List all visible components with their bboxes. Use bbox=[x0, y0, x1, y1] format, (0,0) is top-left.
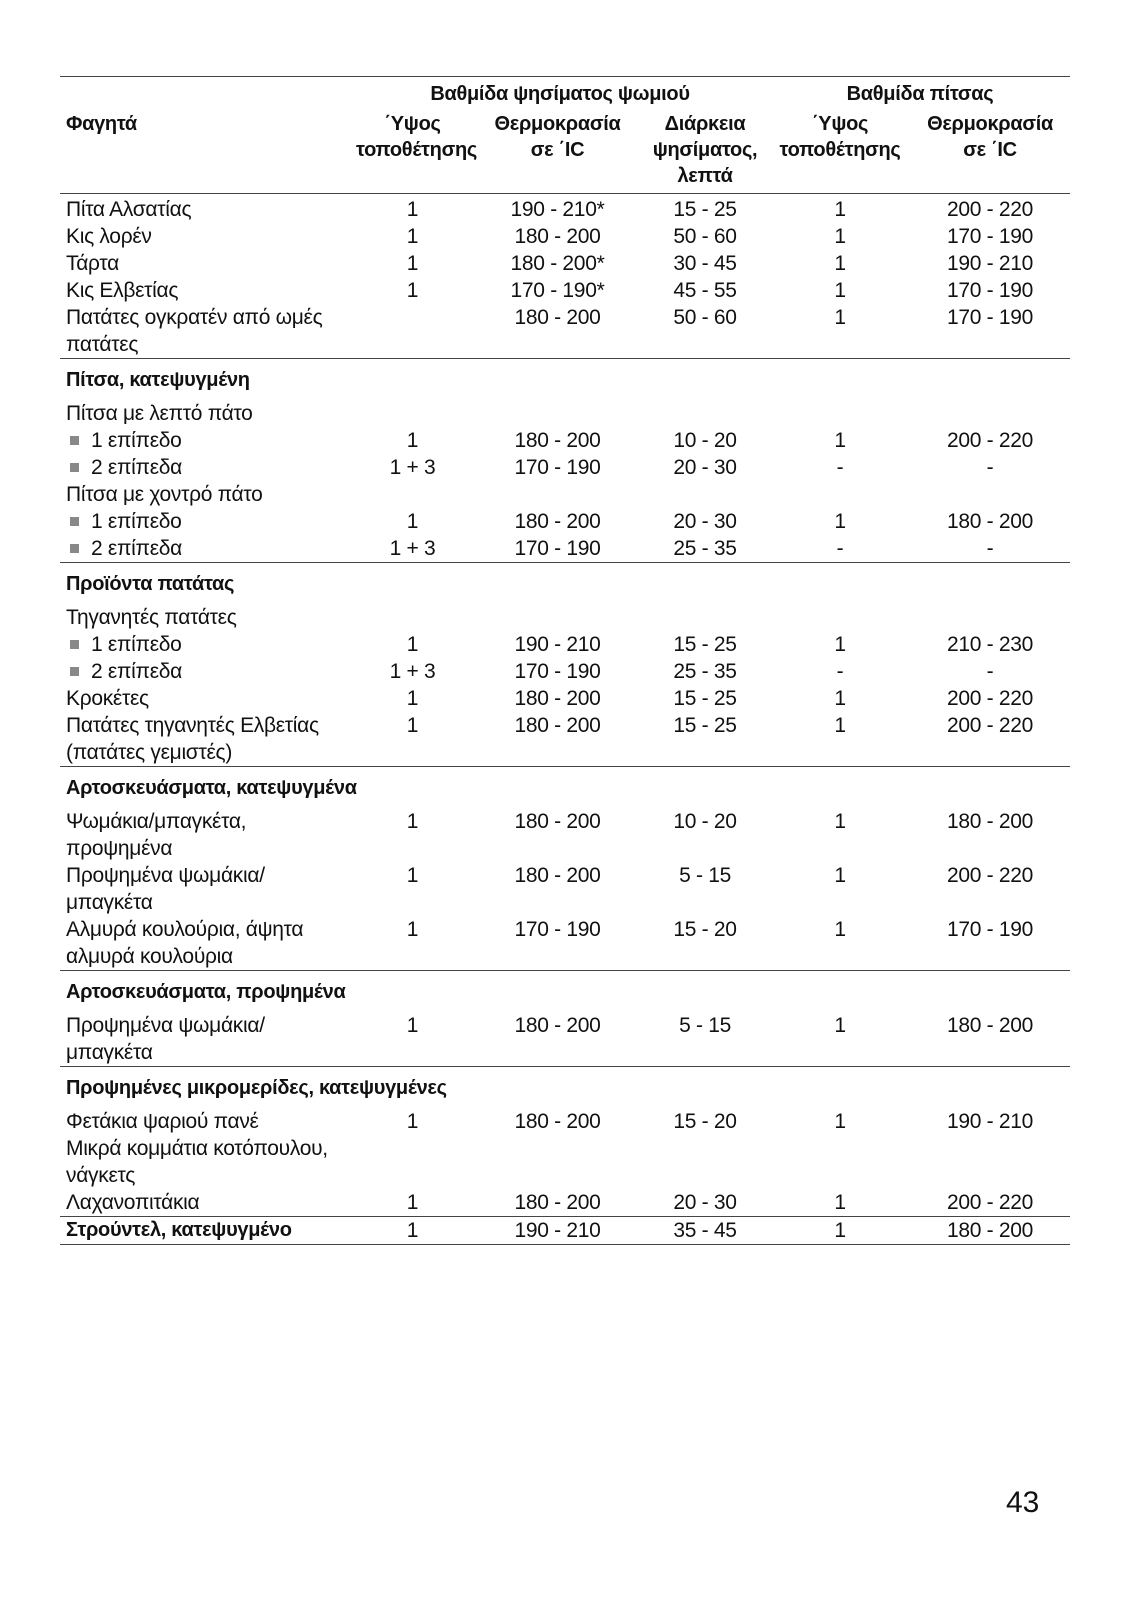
food-label: 2 επίπεδα bbox=[91, 456, 183, 479]
height-1-cell: 1 bbox=[406, 633, 419, 656]
duration-cell: 25 - 35 bbox=[673, 660, 737, 683]
table-row bbox=[60, 223, 1070, 250]
duration-cell: 15 - 25 bbox=[673, 633, 737, 656]
height-1-cell: 1 bbox=[406, 810, 419, 833]
temp-1-cell: 180 - 200 bbox=[514, 864, 601, 887]
food-cell bbox=[60, 1108, 350, 1135]
duration-cell bbox=[640, 604, 770, 631]
temp-1-cell: 180 - 200 bbox=[514, 687, 601, 710]
height-2-cell: 1 bbox=[834, 252, 846, 275]
height-2-cell: 1 bbox=[770, 1217, 910, 1245]
section-title: Πίτσα, κατεψυγμένη bbox=[60, 359, 1070, 401]
duration-cell: 15 - 25 bbox=[673, 198, 737, 221]
temp-1-cell: 180 - 200 bbox=[514, 225, 601, 248]
height-1-cell: 1 bbox=[406, 225, 419, 248]
temp-1-cell: 180 - 200* bbox=[510, 252, 605, 275]
temp-2-cell: 200 - 220 bbox=[947, 429, 1034, 452]
height-2-cell: - bbox=[836, 537, 844, 560]
food-label: Πίτσα με λεπτό πάτο bbox=[66, 402, 253, 425]
table-row bbox=[60, 481, 1070, 508]
height-2-cell: - bbox=[836, 660, 844, 683]
temp-1-cell bbox=[475, 481, 640, 508]
bullet-square-icon bbox=[70, 517, 79, 526]
food-cell bbox=[60, 631, 350, 658]
height-1-cell bbox=[350, 604, 475, 631]
food-label: Κις λορέν bbox=[66, 225, 152, 248]
food-label: Στρούντελ, κατεψυγμένο bbox=[66, 1219, 292, 1241]
food-label: 2 επίπεδα bbox=[91, 660, 183, 683]
table-row bbox=[60, 454, 1070, 481]
temp-2-cell bbox=[910, 604, 1070, 631]
header-columns-row bbox=[60, 111, 1070, 194]
table-row bbox=[60, 712, 1070, 767]
table-row bbox=[60, 304, 1070, 359]
height-1-cell bbox=[350, 1135, 475, 1189]
food-cell bbox=[60, 194, 350, 224]
section-header-row bbox=[60, 767, 1070, 809]
temp-1-cell bbox=[475, 1135, 640, 1189]
temp-2-cell: 170 - 190 bbox=[947, 279, 1034, 302]
temp-2-cell: 200 - 220 bbox=[947, 687, 1034, 710]
height-2-cell: 1 bbox=[834, 225, 846, 248]
table-row bbox=[60, 277, 1070, 304]
duration-cell: 5 - 15 bbox=[679, 1014, 731, 1037]
temp-1-cell: 190 - 210* bbox=[510, 198, 605, 221]
temp-2-cell bbox=[910, 400, 1070, 427]
temp-2-cell: - bbox=[986, 660, 994, 683]
duration-cell: 20 - 30 bbox=[673, 510, 737, 533]
food-cell bbox=[60, 250, 350, 277]
table-row bbox=[60, 1217, 1070, 1245]
height-2-cell bbox=[770, 400, 910, 427]
food-cell bbox=[60, 535, 350, 563]
height-1-cell bbox=[350, 304, 475, 359]
duration-cell: 15 - 20 bbox=[673, 1110, 737, 1133]
food-cell bbox=[60, 454, 350, 481]
food-label: 1 επίπεδο bbox=[91, 429, 182, 452]
food-cell bbox=[60, 862, 350, 916]
height-1-cell: 1 bbox=[350, 1217, 475, 1245]
bullet-square-icon bbox=[70, 667, 79, 676]
duration-cell bbox=[640, 1135, 770, 1189]
food-cell bbox=[60, 685, 350, 712]
duration-cell: 50 - 60 bbox=[673, 225, 737, 248]
temp-1-cell: 180 - 200 bbox=[514, 1191, 601, 1214]
temp-1-cell: 170 - 190* bbox=[510, 279, 605, 302]
height-1-cell bbox=[350, 481, 475, 508]
temp-2-cell: - bbox=[986, 456, 994, 479]
temp-2-cell: 200 - 220 bbox=[947, 714, 1034, 737]
food-cell bbox=[60, 808, 350, 862]
food-cell bbox=[60, 1189, 350, 1217]
height-1-cell: 1 + 3 bbox=[389, 537, 436, 560]
duration-cell: 30 - 45 bbox=[673, 252, 737, 275]
header-group-pizza: Βαθμίδα πίτσας bbox=[770, 77, 1070, 112]
food-label: Κις Ελβετίας bbox=[66, 279, 179, 302]
temp-1-cell bbox=[475, 400, 640, 427]
height-1-cell: 1 bbox=[406, 1191, 419, 1214]
food-label: Ψωμάκια/μπαγκέτα, προψημένα bbox=[66, 810, 247, 860]
food-label: Φετάκια ψαριού πανέ bbox=[66, 1110, 259, 1133]
table-row bbox=[60, 1108, 1070, 1135]
height-1-cell: 1 bbox=[406, 714, 419, 737]
height-2-cell: 1 bbox=[834, 633, 846, 656]
food-label: Κροκέτες bbox=[66, 687, 149, 710]
height-2-cell: - bbox=[836, 456, 844, 479]
duration-cell: 20 - 30 bbox=[673, 1191, 737, 1214]
temp-2-cell: 170 - 190 bbox=[947, 225, 1034, 248]
food-cell bbox=[60, 508, 350, 535]
table-row bbox=[60, 685, 1070, 712]
section-header-row bbox=[60, 971, 1070, 1013]
temp-1-cell: 180 - 200 bbox=[514, 429, 601, 452]
height-2-cell bbox=[770, 1135, 910, 1189]
temp-1-cell bbox=[475, 604, 640, 631]
temp-2-cell: 190 - 210 bbox=[947, 1110, 1034, 1133]
duration-cell: 10 - 20 bbox=[673, 429, 737, 452]
baking-settings-table bbox=[60, 76, 1070, 1245]
temp-1-cell: 180 - 200 bbox=[514, 510, 601, 533]
food-label: 1 επίπεδο bbox=[91, 633, 182, 656]
duration-cell: 15 - 25 bbox=[673, 714, 737, 737]
height-1-cell: 1 bbox=[406, 252, 419, 275]
header-height-1: ΄Υψος τοποθέτησης bbox=[350, 111, 475, 194]
temp-2-cell: 200 - 220 bbox=[947, 198, 1034, 221]
height-1-cell: 1 bbox=[406, 918, 419, 941]
height-1-cell: 1 bbox=[406, 198, 419, 221]
food-label: Λαχανοπιτάκια bbox=[66, 1191, 200, 1214]
food-label: Μικρά κομμάτια κοτόπουλου, νάγκετς bbox=[66, 1137, 328, 1187]
temp-2-cell: 180 - 200 bbox=[910, 1217, 1070, 1245]
height-2-cell: 1 bbox=[834, 1191, 846, 1214]
header-group-row bbox=[60, 77, 1070, 112]
header-group-bread: Βαθμίδα ψησίματος ψωμιού bbox=[350, 77, 770, 112]
height-1-cell: 1 bbox=[406, 1110, 419, 1133]
temp-1-cell: 180 - 200 bbox=[514, 714, 601, 737]
temp-1-cell: 180 - 200 bbox=[514, 810, 601, 833]
height-2-cell: 1 bbox=[834, 510, 846, 533]
section-header-row bbox=[60, 563, 1070, 605]
food-label: 2 επίπεδα bbox=[91, 537, 183, 560]
food-label: 1 επίπεδο bbox=[91, 510, 182, 533]
temp-1-cell: 180 - 200 bbox=[514, 306, 601, 329]
food-cell bbox=[60, 427, 350, 454]
temp-1-cell: 170 - 190 bbox=[514, 537, 601, 560]
table-row bbox=[60, 604, 1070, 631]
header-food: Φαγητά bbox=[60, 111, 350, 194]
table-row bbox=[60, 631, 1070, 658]
header-height-2: ΄Υψος τοποθέτησης bbox=[770, 111, 910, 194]
temp-2-cell: 210 - 230 bbox=[947, 633, 1034, 656]
height-2-cell: 1 bbox=[834, 810, 846, 833]
table-row bbox=[60, 535, 1070, 563]
food-label: Πίτσα με χοντρό πάτο bbox=[66, 483, 263, 506]
height-1-cell: 1 bbox=[406, 687, 419, 710]
temp-2-cell: 190 - 210 bbox=[947, 252, 1034, 275]
height-1-cell: 1 + 3 bbox=[389, 660, 436, 683]
temp-1-cell: 190 - 210 bbox=[475, 1217, 640, 1245]
table-body bbox=[60, 194, 1070, 1245]
duration-cell: 10 - 20 bbox=[673, 810, 737, 833]
cooking-table-page bbox=[60, 76, 1070, 1519]
bullet-square-icon bbox=[70, 436, 79, 445]
height-2-cell: 1 bbox=[834, 864, 846, 887]
temp-2-cell: 170 - 190 bbox=[947, 306, 1034, 329]
section-header-row bbox=[60, 359, 1070, 401]
food-label: Προψημένα ψωμάκια/ μπαγκέτα bbox=[66, 1014, 265, 1064]
temp-1-cell: 170 - 190 bbox=[514, 918, 601, 941]
temp-2-cell bbox=[910, 481, 1070, 508]
duration-cell bbox=[640, 400, 770, 427]
height-1-cell: 1 bbox=[406, 510, 419, 533]
height-1-cell: 1 bbox=[406, 279, 419, 302]
temp-1-cell: 180 - 200 bbox=[514, 1014, 601, 1037]
height-1-cell: 1 bbox=[406, 1014, 419, 1037]
food-cell bbox=[60, 223, 350, 250]
temp-2-cell: 180 - 200 bbox=[947, 510, 1034, 533]
food-cell bbox=[60, 481, 350, 508]
table-row bbox=[60, 862, 1070, 916]
food-cell bbox=[60, 1217, 350, 1245]
height-2-cell bbox=[770, 604, 910, 631]
table-row bbox=[60, 427, 1070, 454]
height-1-cell bbox=[350, 400, 475, 427]
table-row bbox=[60, 658, 1070, 685]
food-cell bbox=[60, 400, 350, 427]
header-temp-1: Θερμοκρασία σε ΄ΙC bbox=[475, 111, 640, 194]
food-label: Πίτα Αλσατίας bbox=[66, 198, 192, 221]
food-cell bbox=[60, 1135, 350, 1189]
header-duration: Διάρκεια ψησίματος, λεπτά bbox=[640, 111, 770, 194]
height-1-cell: 1 bbox=[406, 864, 419, 887]
food-label: Πατάτες τηγανητές Ελβετίας (πατάτες γεμιστές) bbox=[66, 714, 319, 764]
table-row bbox=[60, 1012, 1070, 1067]
duration-cell: 20 - 30 bbox=[673, 456, 737, 479]
bullet-square-icon bbox=[70, 463, 79, 472]
height-2-cell: 1 bbox=[834, 1014, 846, 1037]
bullet-square-icon bbox=[70, 544, 79, 553]
food-label: Τηγανητές πατάτες bbox=[66, 606, 237, 629]
height-2-cell: 1 bbox=[834, 1110, 846, 1133]
food-cell bbox=[60, 712, 350, 767]
food-cell bbox=[60, 277, 350, 304]
duration-cell: 25 - 35 bbox=[673, 537, 737, 560]
food-cell bbox=[60, 658, 350, 685]
table-row bbox=[60, 508, 1070, 535]
duration-cell: 35 - 45 bbox=[640, 1217, 770, 1245]
food-label: Πατάτες ογκρατέν από ωμές πατάτες bbox=[66, 306, 323, 356]
page-number: 43 bbox=[1006, 1486, 1040, 1519]
height-2-cell: 1 bbox=[834, 687, 846, 710]
duration-cell: 45 - 55 bbox=[673, 279, 737, 302]
height-2-cell: 1 bbox=[834, 306, 846, 329]
section-title: Αρτοσκευάσματα, κατεψυγμένα bbox=[60, 767, 1070, 809]
food-label: Τάρτα bbox=[66, 252, 119, 275]
table-row bbox=[60, 400, 1070, 427]
food-cell bbox=[60, 1012, 350, 1067]
temp-2-cell: 180 - 200 bbox=[947, 810, 1034, 833]
duration-cell: 15 - 20 bbox=[673, 918, 737, 941]
table-row bbox=[60, 916, 1070, 971]
duration-cell bbox=[640, 481, 770, 508]
table-row bbox=[60, 808, 1070, 862]
height-2-cell: 1 bbox=[834, 198, 846, 221]
temp-2-cell: 180 - 200 bbox=[947, 1014, 1034, 1037]
table-row bbox=[60, 194, 1070, 224]
duration-cell: 15 - 25 bbox=[673, 687, 737, 710]
temp-2-cell: 200 - 220 bbox=[947, 864, 1034, 887]
temp-2-cell: 170 - 190 bbox=[947, 918, 1034, 941]
temp-2-cell: - bbox=[986, 537, 994, 560]
header-temp-2: Θερμοκρασία σε ΄ΙC bbox=[910, 111, 1070, 194]
food-cell bbox=[60, 604, 350, 631]
food-label: Αλμυρά κουλούρια, άψητα αλμυρά κουλούρια bbox=[66, 918, 304, 968]
section-header-row bbox=[60, 1067, 1070, 1109]
food-label: Προψημένα ψωμάκια/ μπαγκέτα bbox=[66, 864, 265, 914]
height-2-cell: 1 bbox=[834, 918, 846, 941]
food-cell bbox=[60, 304, 350, 359]
table-row bbox=[60, 250, 1070, 277]
height-1-cell: 1 bbox=[406, 429, 419, 452]
section-title: Αρτοσκευάσματα, προψημένα bbox=[60, 971, 1070, 1013]
temp-1-cell: 180 - 200 bbox=[514, 1110, 601, 1133]
height-2-cell bbox=[770, 481, 910, 508]
temp-2-cell bbox=[910, 1135, 1070, 1189]
temp-1-cell: 190 - 210 bbox=[514, 633, 601, 656]
height-1-cell: 1 + 3 bbox=[389, 456, 436, 479]
section-title: Προψημένες μικρομερίδες, κατεψυγμένες bbox=[60, 1067, 1070, 1109]
table-row bbox=[60, 1189, 1070, 1217]
bullet-square-icon bbox=[70, 640, 79, 649]
duration-cell: 50 - 60 bbox=[673, 306, 737, 329]
height-2-cell: 1 bbox=[834, 279, 846, 302]
section-title: Προϊόντα πατάτας bbox=[60, 563, 1070, 605]
temp-1-cell: 170 - 190 bbox=[514, 456, 601, 479]
height-2-cell: 1 bbox=[834, 714, 846, 737]
height-2-cell: 1 bbox=[834, 429, 846, 452]
duration-cell: 5 - 15 bbox=[679, 864, 731, 887]
food-cell bbox=[60, 916, 350, 971]
table-row bbox=[60, 1135, 1070, 1189]
temp-1-cell: 170 - 190 bbox=[514, 660, 601, 683]
temp-2-cell: 200 - 220 bbox=[947, 1191, 1034, 1214]
